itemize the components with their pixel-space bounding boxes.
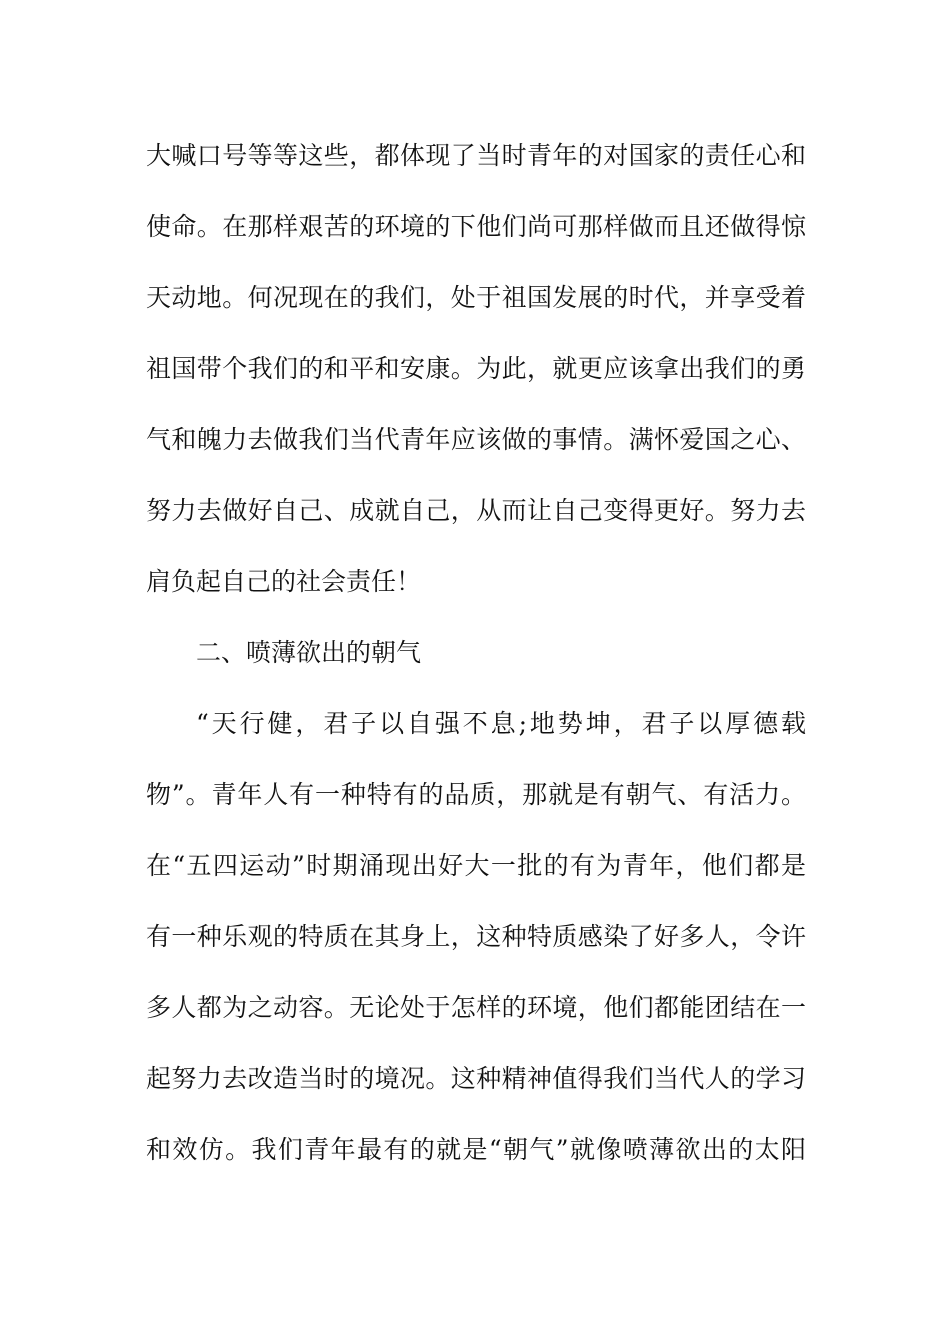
body-text-line: 有一种乐观的特质在其身上，这种特质感染了好多人，令许: [146, 922, 806, 951]
body-text-line: 天动地。何况现在的我们，处于祖国发展的时代，并享受着: [146, 283, 806, 312]
quote-line: “天行健，君子以自强不息;地势坤，君子以厚德载: [196, 709, 806, 738]
body-text-line: 祖国带个我们的和平和安康。为此，就更应该拿出我们的勇: [146, 354, 806, 383]
body-text-line: 使命。在那样艰苦的环境的下他们尚可那样做而且还做得惊: [146, 212, 806, 241]
section-heading: 二、喷薄欲出的朝气: [196, 638, 422, 667]
body-text-line: 起努力去改造当时的境况。这种精神值得我们当代人的学习: [146, 1064, 806, 1093]
body-text-line: 气和魄力去做我们当代青年应该做的事情。满怀爱国之心、: [146, 425, 806, 454]
body-text-line: 努力去做好自己、成就自己，从而让自己变得更好。努力去: [146, 496, 806, 525]
body-text-line: 在“五四运动”时期涌现出好大一批的有为青年，他们都是: [146, 851, 806, 880]
body-text-line: 物”。青年人有一种特有的品质，那就是有朝气、有活力。: [146, 780, 806, 809]
body-text-line: 肩负起自己的社会责任！: [146, 567, 422, 596]
body-text-line: 多人都为之动容。无论处于怎样的环境，他们都能团结在一: [146, 993, 806, 1022]
body-text-line: 大喊口号等等这些，都体现了当时青年的对国家的责任心和: [146, 141, 806, 170]
body-text-line: 和效仿。我们青年最有的就是“朝气”就像喷薄欲出的太阳: [146, 1135, 806, 1164]
